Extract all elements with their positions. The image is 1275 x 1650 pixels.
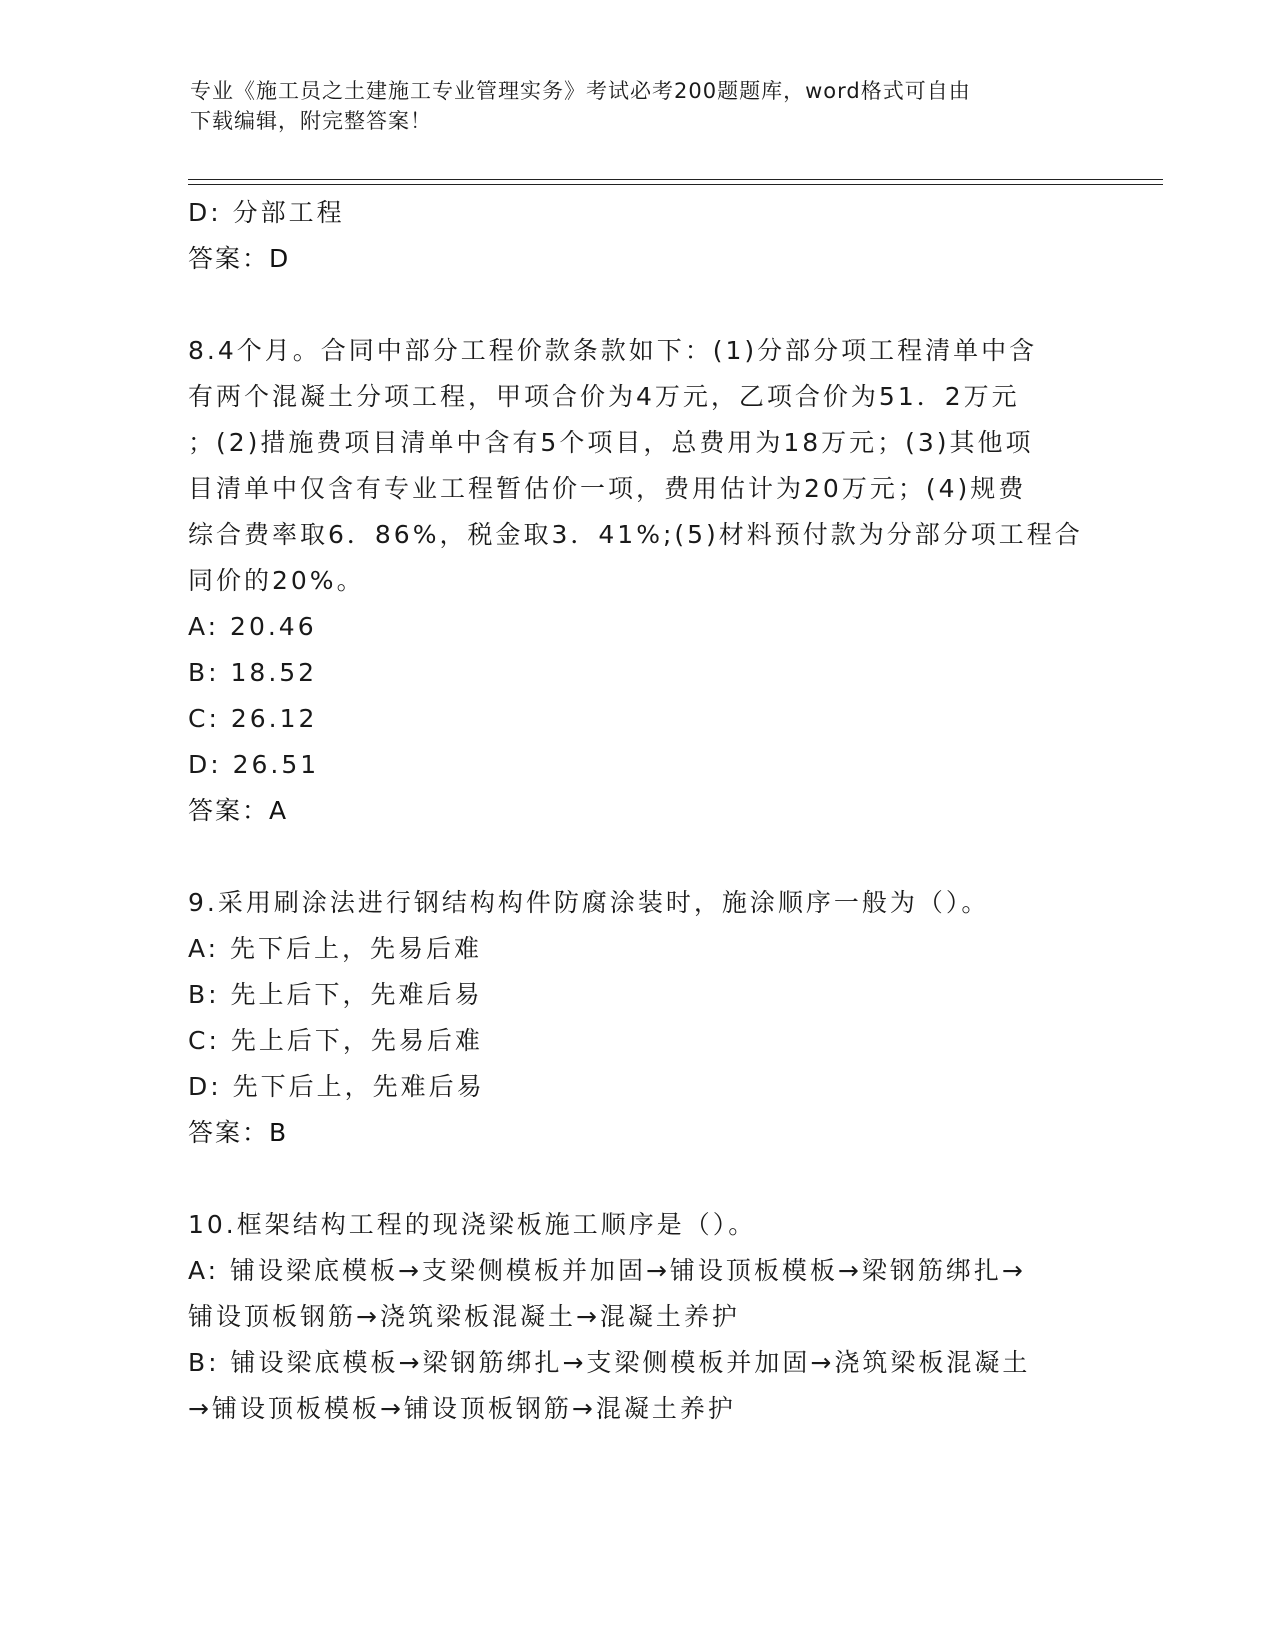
question-8 [188,328,1088,834]
q8-option-b: B: 18.52 [188,658,318,687]
q7-answer: 答案：D [188,244,291,273]
header-divider-top [188,179,1163,180]
q7-option-d: D: 分部工程 [188,198,345,227]
q9-option-b: B: 先上后下，先难后易 [188,980,483,1009]
q9-stem: 9.采用刷涂法进行钢结构构件防腐涂装时，施涂顺序一般为（）。 [188,888,990,917]
q10-option-a-line: 铺设顶板钢筋→浇筑梁板混凝土→混凝土养护 [188,1302,740,1331]
header-line-1: 专业《施工员之土建施工专业管理实务》考试必考200题题库，word格式可自由 [190,79,971,103]
q10-option-b-line: →铺设顶板模板→铺设顶板钢筋→混凝土养护 [188,1394,736,1423]
q10-option-a-line: A: 铺设梁底模板→支梁侧模板并加固→铺设顶板模板→梁钢筋绑扎→ [188,1256,1026,1285]
q8-stem-line: ；(2)措施费项目清单中含有5个项目，总费用为18万元；(3)其他项 [188,428,1034,457]
spacer [188,1156,1088,1202]
q8-option-d: D: 26.51 [188,750,320,779]
q8-answer: 答案：A [188,796,289,825]
q9-answer: 答案：B [188,1118,289,1147]
q10-option-b-line: B: 铺设梁底模板→梁钢筋绑扎→支梁侧模板并加固→浇筑梁板混凝土 [188,1348,1031,1377]
header-line-2: 下载编辑，附完整答案！ [190,109,432,133]
q8-stem-line: 有两个混凝土分项工程，甲项合价为4万元，乙项合价为51．2万元 [188,382,1020,411]
page-header [190,76,1090,136]
document-body [188,190,1088,1432]
q9-option-d: D: 先下后上，先难后易 [188,1072,485,1101]
q8-stem-line: 综合费率取6．86%，税金取3．41%;(5)材料预付款为分部分项工程合 [188,520,1083,549]
question-9 [188,880,1088,1156]
q8-stem-line: 目清单中仅含有专业工程暂估价一项，费用估计为20万元；(4)规费 [188,474,1027,503]
q8-stem-line: 同价的20%。 [188,566,365,595]
q8-option-c: C: 26.12 [188,704,318,733]
q8-stem-line: 8.4个月。合同中部分工程价款条款如下：(1)分部分项工程清单中含 [188,336,1038,365]
spacer [188,282,1088,328]
spacer [188,834,1088,880]
question-10 [188,1202,1088,1432]
q8-option-a: A: 20.46 [188,612,317,641]
q9-option-c: C: 先上后下，先易后难 [188,1026,483,1055]
question-7 [188,190,1088,282]
q9-option-a: A: 先下后上，先易后难 [188,934,483,963]
header-divider-bottom [188,184,1163,185]
q10-stem: 10.框架结构工程的现浇梁板施工顺序是（）。 [188,1210,757,1239]
